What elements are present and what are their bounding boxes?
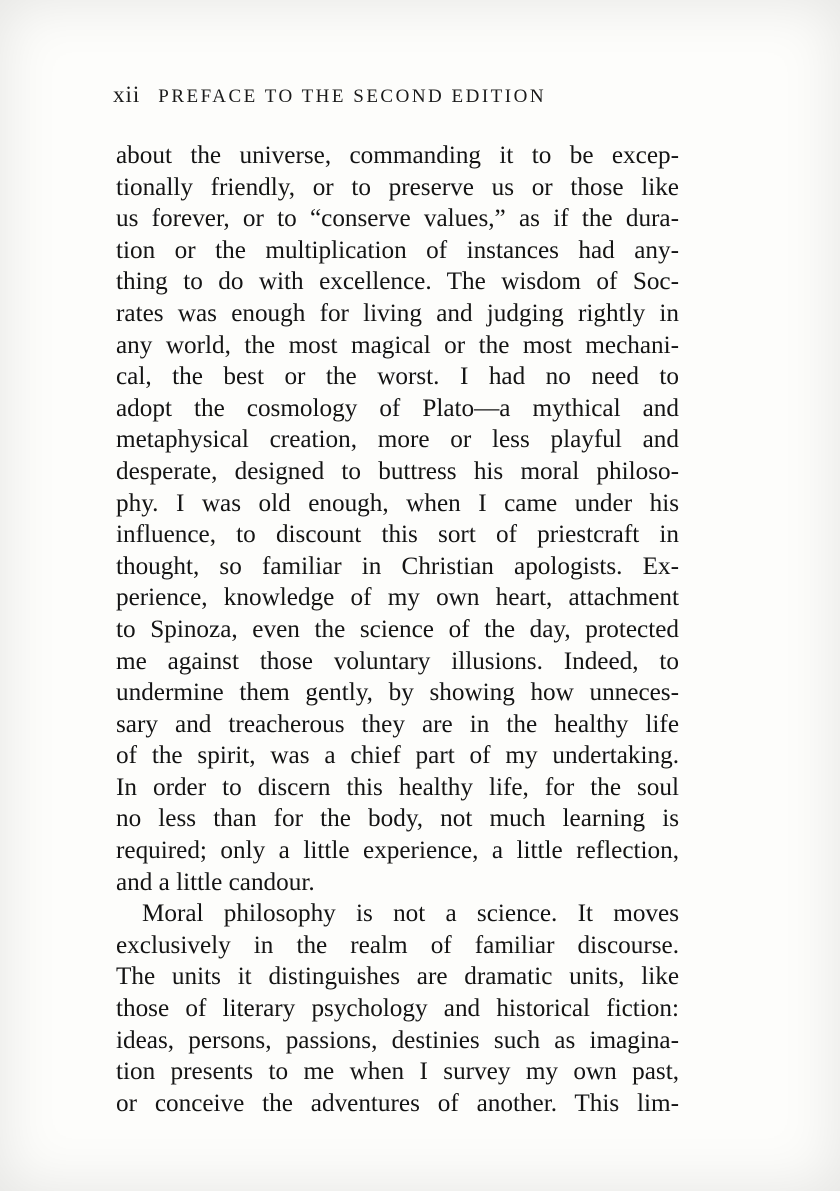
text-line: tionally friendly, or to preserve us or those like <box>116 173 679 201</box>
text-line: sary and treacherous they are in the healthy life <box>116 710 679 738</box>
text-line: and a little candour. <box>116 868 315 896</box>
text-line: rates was enough for living and judging rightly in <box>116 299 679 327</box>
text-line: tion or the multiplication of instances had any- <box>116 236 679 264</box>
page-number: xii <box>113 82 141 107</box>
text-line: about the universe, commanding it to be excep- <box>116 142 679 169</box>
text-line: cal, the best or the worst. I had no need to <box>116 363 679 391</box>
paragraph <box>116 898 679 1119</box>
text-line: desperate, designed to buttress his moral philoso- <box>116 457 679 485</box>
text-line: or conceive the adventures of another. This lim- <box>116 1089 679 1117</box>
running-head <box>113 82 713 112</box>
body-text <box>116 140 679 1119</box>
text-line: me against those voluntary illusions. Indeed, to <box>116 647 679 675</box>
text-line: ideas, persons, passions, destinies such as imagina- <box>116 1026 679 1054</box>
text-line: to Spinoza, even the science of the day, protected <box>116 615 679 643</box>
text-line: The units it distinguishes are dramatic units, like <box>116 963 679 991</box>
text-line: thought, so familiar in Christian apologists. Ex- <box>116 552 679 580</box>
text-line: us forever, or to “conserve values,” as if the dura- <box>116 205 679 233</box>
text-line: phy. I was old enough, when I came under his <box>116 489 679 517</box>
text-line: Moral philosophy is not a science. It moves <box>142 900 679 928</box>
text-line: required; only a little experience, a little reflection, <box>116 837 679 865</box>
text-line: undermine them gently, by showing how unneces- <box>116 679 679 707</box>
text-line: metaphysical creation, more or less playful and <box>116 426 679 454</box>
paragraph <box>116 140 679 898</box>
text-line: adopt the cosmology of Plato—a mythical and <box>116 394 679 422</box>
text-line: any world, the most magical or the most mechani- <box>116 331 679 359</box>
running-title: PREFACE TO THE SECOND EDITION <box>158 86 547 107</box>
text-line: In order to discern this healthy life, for the soul <box>116 773 679 801</box>
text-line: tion presents to me when I survey my own past, <box>116 1058 679 1086</box>
text-line: influence, to discount this sort of priestcraft in <box>116 521 679 549</box>
text-line: those of literary psychology and historical fiction: <box>116 995 679 1023</box>
text-line: of the spirit, was a chief part of my undertaking. <box>116 742 679 770</box>
text-line: thing to do with excellence. The wisdom of Soc- <box>116 268 679 296</box>
text-line: exclusively in the realm of familiar discourse. <box>116 931 679 959</box>
text-line: perience, knowledge of my own heart, attachment <box>116 584 679 612</box>
text-line: no less than for the body, not much learning is <box>116 805 679 833</box>
